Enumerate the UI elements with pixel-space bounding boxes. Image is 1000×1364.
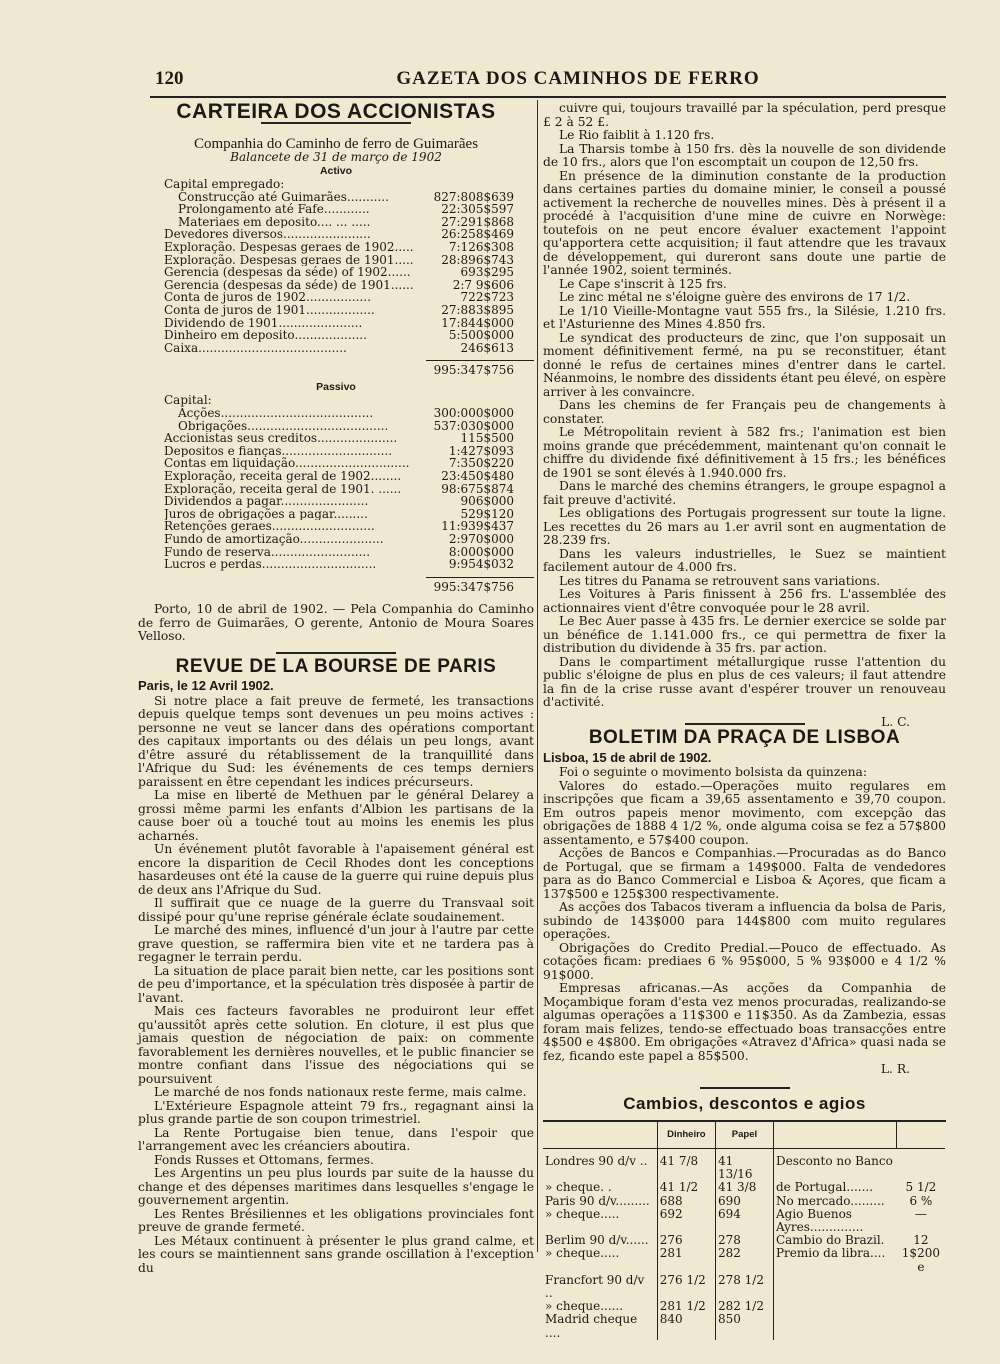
exchange-place: » cheque. .	[545, 1180, 612, 1195]
balance-amount: 722$723	[460, 290, 514, 305]
paragraph: Le Cape s'inscrit à 125 frs.	[559, 276, 727, 291]
paragraph: Dans les chemins de fer Français peu de changements à constater.	[543, 398, 946, 426]
revue-dateline: Paris, le 12 Avril 1902.	[138, 678, 274, 694]
paragraph: Dans le compartiment métallurgique russe l'attention du public s'éloigne de plus en plus de ces valeurs; il faut attendre la fin de la crise russe avant d'espérer trouver un renouveau d'activité.	[543, 654, 946, 709]
paragraph: Les Voitures à Paris finissent à 256 frs. L'assemblée des actionnaires vient d'être convoquée pour le 28 avril.	[543, 587, 946, 615]
balance-row	[164, 304, 534, 317]
paragraph: Dans les valeurs industrielles, le Suez se maintient facilement autour de 4.000 frs.	[543, 546, 946, 574]
balance-label: Obrigações.....................................	[178, 419, 389, 433]
paragraph: La mise en liberté de Methuen par le général Delarey a grossi même parmi les enfants d'Albion les partisans de la cause boer où a touché tout au moins les enemis les plus acharnés.	[138, 788, 534, 843]
page-number: 120	[155, 68, 184, 89]
paragraph: Le Métropolitain revient à 582 frs.; l'animation est bien moins grande que précédemment, maintenant qu'on connait le chiffre du dividende fixé définitivement à 15 frs.; les bénéfices de 1901 se sont élevés à 1.940.000 frs.	[543, 425, 946, 480]
paragraph: Les Rentes Brésiliennes et les obligations provinciales font preuve de grande fermeté.	[138, 1206, 534, 1235]
balance-row	[164, 495, 534, 508]
balance-label: Caixa.......................................	[164, 341, 347, 355]
revue-body-left	[138, 695, 534, 1276]
carteira-title: CARTEIRA DOS ACCIONISTAS	[176, 100, 496, 123]
exchange-dinheiro: 688	[657, 1195, 715, 1208]
balance-label: Dividendos a pagar.......................	[164, 495, 369, 508]
exchange-papel: 850	[715, 1313, 773, 1339]
balance-label: Materiaes em deposito.... ... .....	[178, 215, 371, 229]
rate-value: 6 %	[909, 1193, 933, 1208]
balance-label: Depositos e fianças.............................	[164, 444, 393, 458]
boletim-title: BOLETIM DA PRAÇA DE LISBOA	[588, 727, 901, 748]
exchange-place: » cheque......	[545, 1299, 624, 1314]
balance-amount: 693$295	[460, 265, 514, 280]
balance-amount: 22:305$597	[441, 202, 514, 217]
rate-value	[897, 1149, 945, 1182]
exchange-papel: 690	[715, 1195, 773, 1208]
paragraph: Valores do estado.—Operações muito regulares em inscripções que ficam a 39,65 assentamento e 39,70 coupon. Em outros papeis menor movimento, com excepção das obrigações de 1888 4 1/2 %, onde alguma coisa se fez a 57$800 assentamento, e 57$400 coupon.	[543, 778, 946, 847]
balance-amount: 8:000$000	[448, 544, 514, 559]
exchange-dinheiro: 840	[657, 1313, 715, 1339]
balance-label: Prolongamento até Fafe............	[178, 203, 370, 216]
cambios-row	[543, 1208, 945, 1234]
exchange-place: » cheque.....	[545, 1206, 620, 1221]
balance-amount: 27:883$895	[441, 302, 514, 317]
balance-amount: 9:954$032	[448, 557, 514, 572]
exchange-place: » cheque.....	[545, 1246, 620, 1261]
balance-label: Capital empregado:	[164, 178, 285, 191]
balance-label: Fundo de reserva..........................	[164, 545, 371, 559]
activo-list	[164, 178, 534, 354]
paragraph: As acções dos Tabacos tiveram a influencia da bolsa de Paris, subindo de 143$000 para 144$800 com muito regulares operações.	[543, 900, 946, 941]
rate-label	[773, 1274, 896, 1300]
paragraph: Obrigações do Credito Predial.—Pouco de effectuado. As cotações ficam: prediaes 6 % 95$000, 5 % 93$000 e 4 1/2 % 91$000.	[543, 940, 946, 982]
balance-amount: 26:258$469	[441, 227, 514, 242]
section-rule	[700, 1087, 790, 1089]
paragraph: Fonds Russes et Ottomans, fermes.	[154, 1152, 374, 1167]
paragraph: Les Argentins un peu plus lourds par suite de la hausse du change et des dépenses maritimes dans lesquelles s'engage le gouvernement argentin.	[138, 1166, 534, 1208]
journal-title: GAZETA DOS CAMINHOS DE FERRO	[396, 68, 760, 89]
rate-value: 1$200 e	[901, 1246, 940, 1274]
balance-amount: 2:970$000	[448, 531, 514, 546]
balance-label: Exploração, receita geral de 1902........	[164, 469, 402, 483]
exchange-place: Francfort 90 d/v ..	[545, 1272, 645, 1301]
cambios-row	[543, 1247, 945, 1273]
paragraph: Les titres du Panama se retrouvent sans variations.	[559, 573, 881, 588]
rate-label	[773, 1300, 896, 1313]
rate-label: Premio da libra....	[773, 1247, 896, 1273]
balance-label: Dinheiro em deposito...................	[164, 329, 367, 342]
column-divider	[537, 100, 538, 1252]
right-column	[543, 102, 946, 1340]
rate-value	[897, 1274, 945, 1300]
exchange-papel: 282	[715, 1247, 773, 1273]
rate-label: Agio Buenos Ayres..............	[773, 1208, 896, 1234]
balance-row	[164, 266, 534, 279]
activo-total: 995:347$756	[164, 360, 534, 377]
boletim-dateline: Lisboa, 15 de abril de 1902.	[543, 749, 712, 765]
exchange-papel: 694	[715, 1208, 773, 1234]
paragraph: Acções de Bancos e Companhias.—Procuradas as do Banco de Portugal, que se firmam a 149$000. Falta de vendedores para as do Banco Commercial e Lisboa & Açores, que ficam a 137$500 e 125$300 respectivamente.	[543, 846, 946, 901]
balance-amount: 28:896$743	[441, 252, 514, 267]
paragraph: cuivre qui, toujours travaillé par la spéculation, perd presque £ 2 à 52 £.	[543, 101, 946, 129]
exchange-dinheiro: 276 1/2	[657, 1274, 715, 1300]
paragraph: Le syndicat des producteurs de zinc, que l'on supposait un moment définitivement fermé, na pu se reconstituer, étant donné le refus de certaines mines d'entrer dans le cartel. Néanmoins, le nombre des dissidents étant peu élevé, on espère arriver à les convaincre.	[543, 330, 946, 399]
cambios-row	[543, 1195, 945, 1208]
exchange-place: Madrid cheque ....	[545, 1312, 638, 1340]
balance-row	[164, 470, 534, 483]
rate-label: de Portugal.......	[773, 1181, 896, 1194]
balance-amount: 7:350$220	[448, 456, 514, 471]
balance-label: Juros de obrigações a pagar.........	[164, 507, 368, 521]
passivo-heading: Passivo	[316, 380, 356, 393]
paragraph: Dans le marché des chemins étrangers, le groupe espagnol a fait preuve d'activité.	[543, 479, 946, 507]
balance-row	[164, 329, 534, 342]
revue-body-right	[543, 102, 946, 710]
balance-label: Contas em liquidação..............................	[164, 457, 410, 470]
balance-label: Conta de juros de 1902.................	[164, 291, 371, 304]
balance-label: Acções........................................	[178, 407, 374, 420]
paragraph: Il suffirait que ce nuage de la guerre du Transvaal soit dissipé pour qu'une reprise générale éclate soudainement.	[138, 896, 534, 924]
paragraph: Le Bec Auer passe à 435 frs. Le dernier exercice se solde par un bénéfice de 1.141.000 frs., ce qui permettra de fixer la distribution du dividende à 35 frs. par action.	[543, 614, 946, 655]
paragraph: La situation de place parait bien nette, car les positions sont de peu d'importance, et la spéculation très disposée à partir de l'avant.	[138, 963, 534, 1005]
passivo-list	[164, 394, 534, 570]
rate-value: —	[914, 1206, 927, 1221]
balance-amount: 537:030$000	[433, 418, 514, 433]
exchange-dinheiro: 281	[657, 1247, 715, 1273]
company-name: Companhia do Caminho de ferro de Guimarães	[193, 135, 479, 152]
section-rule	[276, 652, 396, 654]
paragraph: Foi o seguinte o movimento bolsista da quinzena:	[559, 765, 867, 779]
rate-label: Desconto no Banco	[773, 1149, 896, 1182]
exchange-dinheiro: 281 1/2	[657, 1300, 715, 1313]
exchange-place: Berlim 90 d/v......	[545, 1233, 649, 1248]
balance-label: Fundo de amortização......................	[164, 532, 384, 546]
balance-label: Construcção até Guimarães...........	[178, 190, 389, 204]
cambios-row	[543, 1313, 945, 1339]
exchange-place: Paris 90 d/v.........	[545, 1193, 650, 1208]
rate-label	[773, 1313, 896, 1339]
activo-heading: Activo	[319, 164, 353, 177]
exchange-papel: 282 1/2	[715, 1300, 773, 1313]
cambios-row	[543, 1274, 945, 1300]
revue-signature: L. C.	[881, 714, 910, 729]
balance-row	[164, 432, 534, 445]
paragraph: Mais ces facteurs favorables ne produiront leur effet qu'aussitôt après cette solution. En cloture, il est plus que jamais question de négociation de paix: on commente favorablement les dernières nouvelles, et le public financier se montre confiant dans l'issue des négociations qui se poursuivent	[138, 1004, 534, 1086]
exchange-dinheiro: 692	[657, 1208, 715, 1234]
paragraph: Un événement plutôt favorable à l'apaisement général est encore la disparition de Cecil Rhodes dont les conceptions hasardeuses ont été la cause de la guerre qui ruine depuis plus de deux ans l'Afrique du Sud.	[138, 842, 534, 897]
paragraph: L'Extérieure Espagnole atteint 79 frs., regagnant ainsi la plus grande partie de son coupon trimestriel.	[138, 1098, 534, 1127]
balance-amount: 906$000	[460, 494, 514, 509]
balance-amount: 300:000$000	[433, 406, 514, 420]
rate-value: 12	[913, 1233, 929, 1248]
balance-amount: 1:427$093	[448, 443, 514, 458]
balance-label: Lucros e perdas..............................	[164, 558, 377, 571]
exchange-dinheiro: 276	[657, 1234, 715, 1247]
balance-label: Devedores diversos.......................	[164, 228, 371, 241]
balance-row	[164, 558, 534, 571]
exchange-papel: 41 3/8	[715, 1181, 773, 1194]
balance-amount: 27:291$868	[441, 214, 514, 229]
paragraph: Le Rio faiblit à 1.120 frs.	[559, 128, 715, 142]
balance-row	[164, 178, 534, 191]
balance-amount: 98:675$874	[441, 481, 514, 496]
page-header	[150, 66, 946, 98]
carteira-footer: Porto, 10 de abril de 1902. — Pela Companhia do Caminho de ferro de Guimarães, O gerente, Antonio de Moura Soares Velloso.	[138, 602, 534, 644]
balance-label: Retenções geraes...........................	[164, 520, 375, 533]
balance-amount: 23:450$480	[441, 468, 514, 483]
cambios-table	[543, 1122, 945, 1340]
rate-value	[897, 1313, 945, 1339]
cambios-row	[543, 1181, 945, 1194]
cambios-row	[543, 1149, 945, 1182]
exchange-place: Londres 90 d/v ..	[545, 1154, 648, 1168]
paragraph: La Rente Portugaise bien tenue, dans l'espoir que l'arrangement avec les créanciers aboutira.	[138, 1125, 534, 1154]
exchange-dinheiro: 41 7/8	[657, 1149, 715, 1182]
col-dinheiro: Dinheiro	[657, 1122, 715, 1149]
paragraph: Le 1/10 Vieille-Montagne vaut 555 frs., la Silésie, 1.210 frs. et l'Asturienne des Mines 4.850 frs.	[543, 303, 946, 331]
balance-amount: 2:7 9$606	[452, 277, 514, 292]
balance-amount: 17:844$000	[441, 315, 514, 330]
exchange-papel: 278 1/2	[715, 1274, 773, 1300]
paragraph: La Tharsis tombe à 150 frs. dès la nouvelle de son dividende de 10 frs., alors que l'on escomptait un coupon de 12,50 frs.	[543, 141, 946, 169]
balance-row	[164, 203, 534, 216]
balance-amount: 7:126$308	[448, 239, 514, 254]
rate-value	[897, 1300, 945, 1313]
paragraph: Le marché des mines, influencé d'un jour à l'autre par cette grave question, se raffermira bien vite et ne tardera pas à regagner le terrain perdu.	[138, 923, 534, 965]
boletim-body	[543, 766, 946, 1063]
balance-label: Gerencia (despesas da séde) de 1901......	[164, 278, 414, 292]
paragraph: Les Métaux continuent à présenter le plus grand calme, et les cours se maintiennent sans grande oscillation à l'exception du	[138, 1233, 534, 1275]
left-column	[138, 102, 534, 1275]
balance-label: Capital:	[164, 394, 212, 407]
balance-label: Gerencia (despesas da séde) of 1902......	[164, 266, 411, 279]
balance-amount	[426, 178, 534, 191]
balance-label: Accionistas seus creditos.....................	[164, 432, 398, 445]
section-rule	[685, 723, 805, 725]
rate-label: No mercado.........	[773, 1195, 896, 1208]
boletim-signature: L. R.	[880, 1062, 910, 1076]
balance-label: Exploração. Despesas geraes de 1902.....	[164, 240, 414, 254]
rate-value: 5 1/2	[905, 1180, 937, 1195]
balance-label: Dividendo de 1901......................	[164, 316, 363, 330]
paragraph: En présence de la diminution constante de la production dans certaines parties du domaine minier, le conseil a poussé activement la recherche de nouvelles mines. Dès à présent il a procédé à l'acquisition d'une mine de cuivre en Norwège: toutefois on ne peut encore évaluer exactement l'appoint qu'apportera cette acquisition; il faut attendre que les travaux de développement, qui dureront sans doute une partie de l'année 1902, soient terminés.	[543, 168, 946, 277]
paragraph: Les obligations des Portugais progressent sur toute la ligne. Les recettes du 26 mars au 1.er avril sont en augmentation de 28.239 frs.	[543, 506, 946, 547]
balance-label: Conta de juros de 1901..................	[164, 303, 375, 317]
paragraph: Empresas africanas.—As acções da Companhia de Moçambique foram d'esta vez menos procuradas, realizando-se algumas operações a 11$300 e 11$350. As da Zambezia, essas foram mais felizes, tendo-se effectuado boas transacções entre 4$500 e 4$800. Em obrigações «Atravez d'Africa» quasi nada se fez, ficando este papel a 85$500.	[543, 981, 946, 1063]
exchange-dinheiro: 41 1/2	[657, 1181, 715, 1194]
balance-row	[164, 533, 534, 546]
rate-label: Cambio do Brazil.	[773, 1234, 896, 1247]
paragraph: Le marché de nos fonds nationaux reste ferme, mais calme.	[154, 1085, 527, 1100]
paragraph: Si notre place a fait preuve de fermeté, les transactions depuis quelque temps sont devenues un peu moins actives : personne ne veut se lancer dans des opérations comportant des capitaux importants ou des délais un peu longs, avant d'être assuré du rétablissement de la tranquillité dans l'Afrique du Sud: les événements de ces temps derniers paraissent en être cependant les indices précurseurs.	[138, 693, 534, 789]
balance-amount: 246$613	[460, 340, 514, 355]
balance-subtitle: Balancete de 31 de março de 1902	[230, 150, 442, 164]
cambios-title: Cambios, descontos e agios	[623, 1093, 866, 1113]
paragraph: Le zinc métal ne s'éloigne guère des environs de 17 1/2.	[559, 290, 911, 304]
balance-amount: 529$120	[460, 506, 514, 521]
balance-row	[164, 407, 534, 420]
balance-amount: 115$500	[460, 431, 514, 446]
revue-title: REVUE DE LA BOURSE DE PARIS	[175, 655, 497, 677]
balance-row	[164, 241, 534, 254]
balance-row	[164, 342, 534, 355]
exchange-papel: 278	[715, 1234, 773, 1247]
balance-amount: 11:939$437	[441, 519, 514, 534]
col-papel: Papel	[715, 1122, 773, 1149]
balance-label: Exploração, receita geral de 1901. ......	[164, 482, 402, 496]
exchange-papel: 41 13/16	[715, 1149, 773, 1182]
balance-amount: 5:500$000	[448, 328, 514, 343]
balance-label: Exploração. Despesas geraes de 1901.....	[164, 253, 414, 267]
balance-amount: 827:808$639	[433, 189, 514, 204]
passivo-total: 995:347$756	[164, 577, 534, 594]
